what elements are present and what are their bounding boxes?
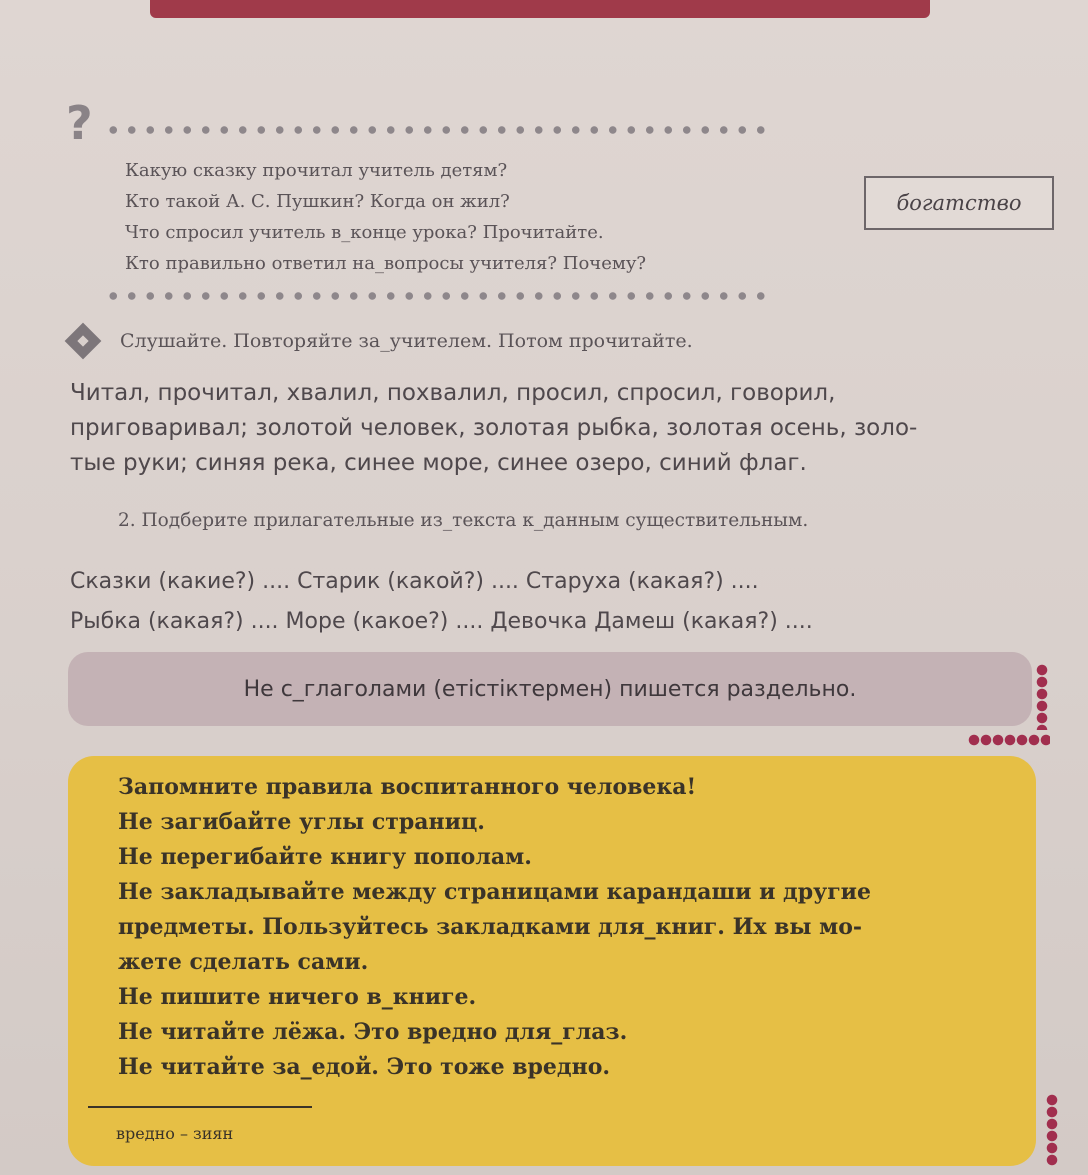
rule-line: Не перегибайте книгу пополам.: [118, 844, 532, 870]
dotted-divider-bottom: [104, 290, 774, 302]
question-item: Какую сказку прочитал учитель детям?: [125, 160, 508, 181]
question-list: [125, 155, 646, 279]
decorative-dots-vertical: [1036, 664, 1048, 730]
rule-line: Не пишите ничего в_книге.: [118, 984, 477, 1010]
rule-line: Не читайте за_едой. Это тоже вредно.: [118, 1054, 611, 1080]
decorative-dots-vertical-bottom: [1046, 1094, 1058, 1166]
footnote-divider: [88, 1106, 312, 1108]
rule-line: предметы. Пользуйтесь закладками для_книг. Их вы мо-: [118, 914, 863, 940]
question-mark-icon: ?: [66, 96, 93, 150]
rule-line: жете сделать сами.: [118, 949, 369, 975]
word-list: [70, 376, 1060, 481]
word-list-line: приговаривал; золотой человек, золотая рыбка, золотая осень, золо-: [70, 415, 918, 441]
rule-line: Не читайте лёжа. Это вредно для_глаз.: [118, 1019, 628, 1045]
dotted-divider-top: [104, 124, 774, 136]
question-item: Кто такой А. С. Пушкин? Когда он жил?: [125, 191, 510, 212]
question-item: Кто правильно ответил на_вопросы учителя? Почему?: [125, 253, 647, 274]
fill-in-line: Рыбка (какая?) .... Море (какое?) .... Девочка Дамеш (какая?) ....: [70, 609, 813, 634]
word-list-line: тые руки; синяя река, синее море, синее озеро, синий флаг.: [70, 450, 807, 476]
task2-instruction: 2. Подберите прилагательные из_текста к_данным существительным.: [118, 510, 809, 531]
decorative-dots-horizontal: [968, 734, 1050, 746]
vocabulary-word-box: богатство: [864, 176, 1054, 230]
diamond-icon: [65, 323, 102, 360]
page-top-strip: [150, 0, 930, 18]
rule-line: Не закладывайте между страницами карандаши и другие: [118, 879, 871, 905]
grammar-rule-text: Не с_глаголами (етістіктермен) пишется раздельно.: [243, 676, 857, 702]
rules-list: [118, 770, 871, 1085]
fill-in-line: Сказки (какие?) .... Старик (какой?) .... Старуха (какая?) ....: [70, 569, 759, 594]
question-item: Что спросил учитель в_конце урока? Прочитайте.: [125, 222, 604, 243]
word-list-line: Читал, прочитал, хвалил, похвалил, просил, спросил, говорил,: [70, 380, 836, 406]
footnote: вредно – зиян: [116, 1124, 234, 1143]
fill-in-exercise: [70, 562, 1060, 642]
rules-heading: Запомните правила воспитанного человека!: [118, 774, 697, 800]
task1-instruction: Слушайте. Повторяйте за_учителем. Потом прочитайте.: [120, 330, 693, 352]
rule-line: Не загибайте углы страниц.: [118, 809, 485, 835]
grammar-rule-box: [68, 652, 1032, 726]
